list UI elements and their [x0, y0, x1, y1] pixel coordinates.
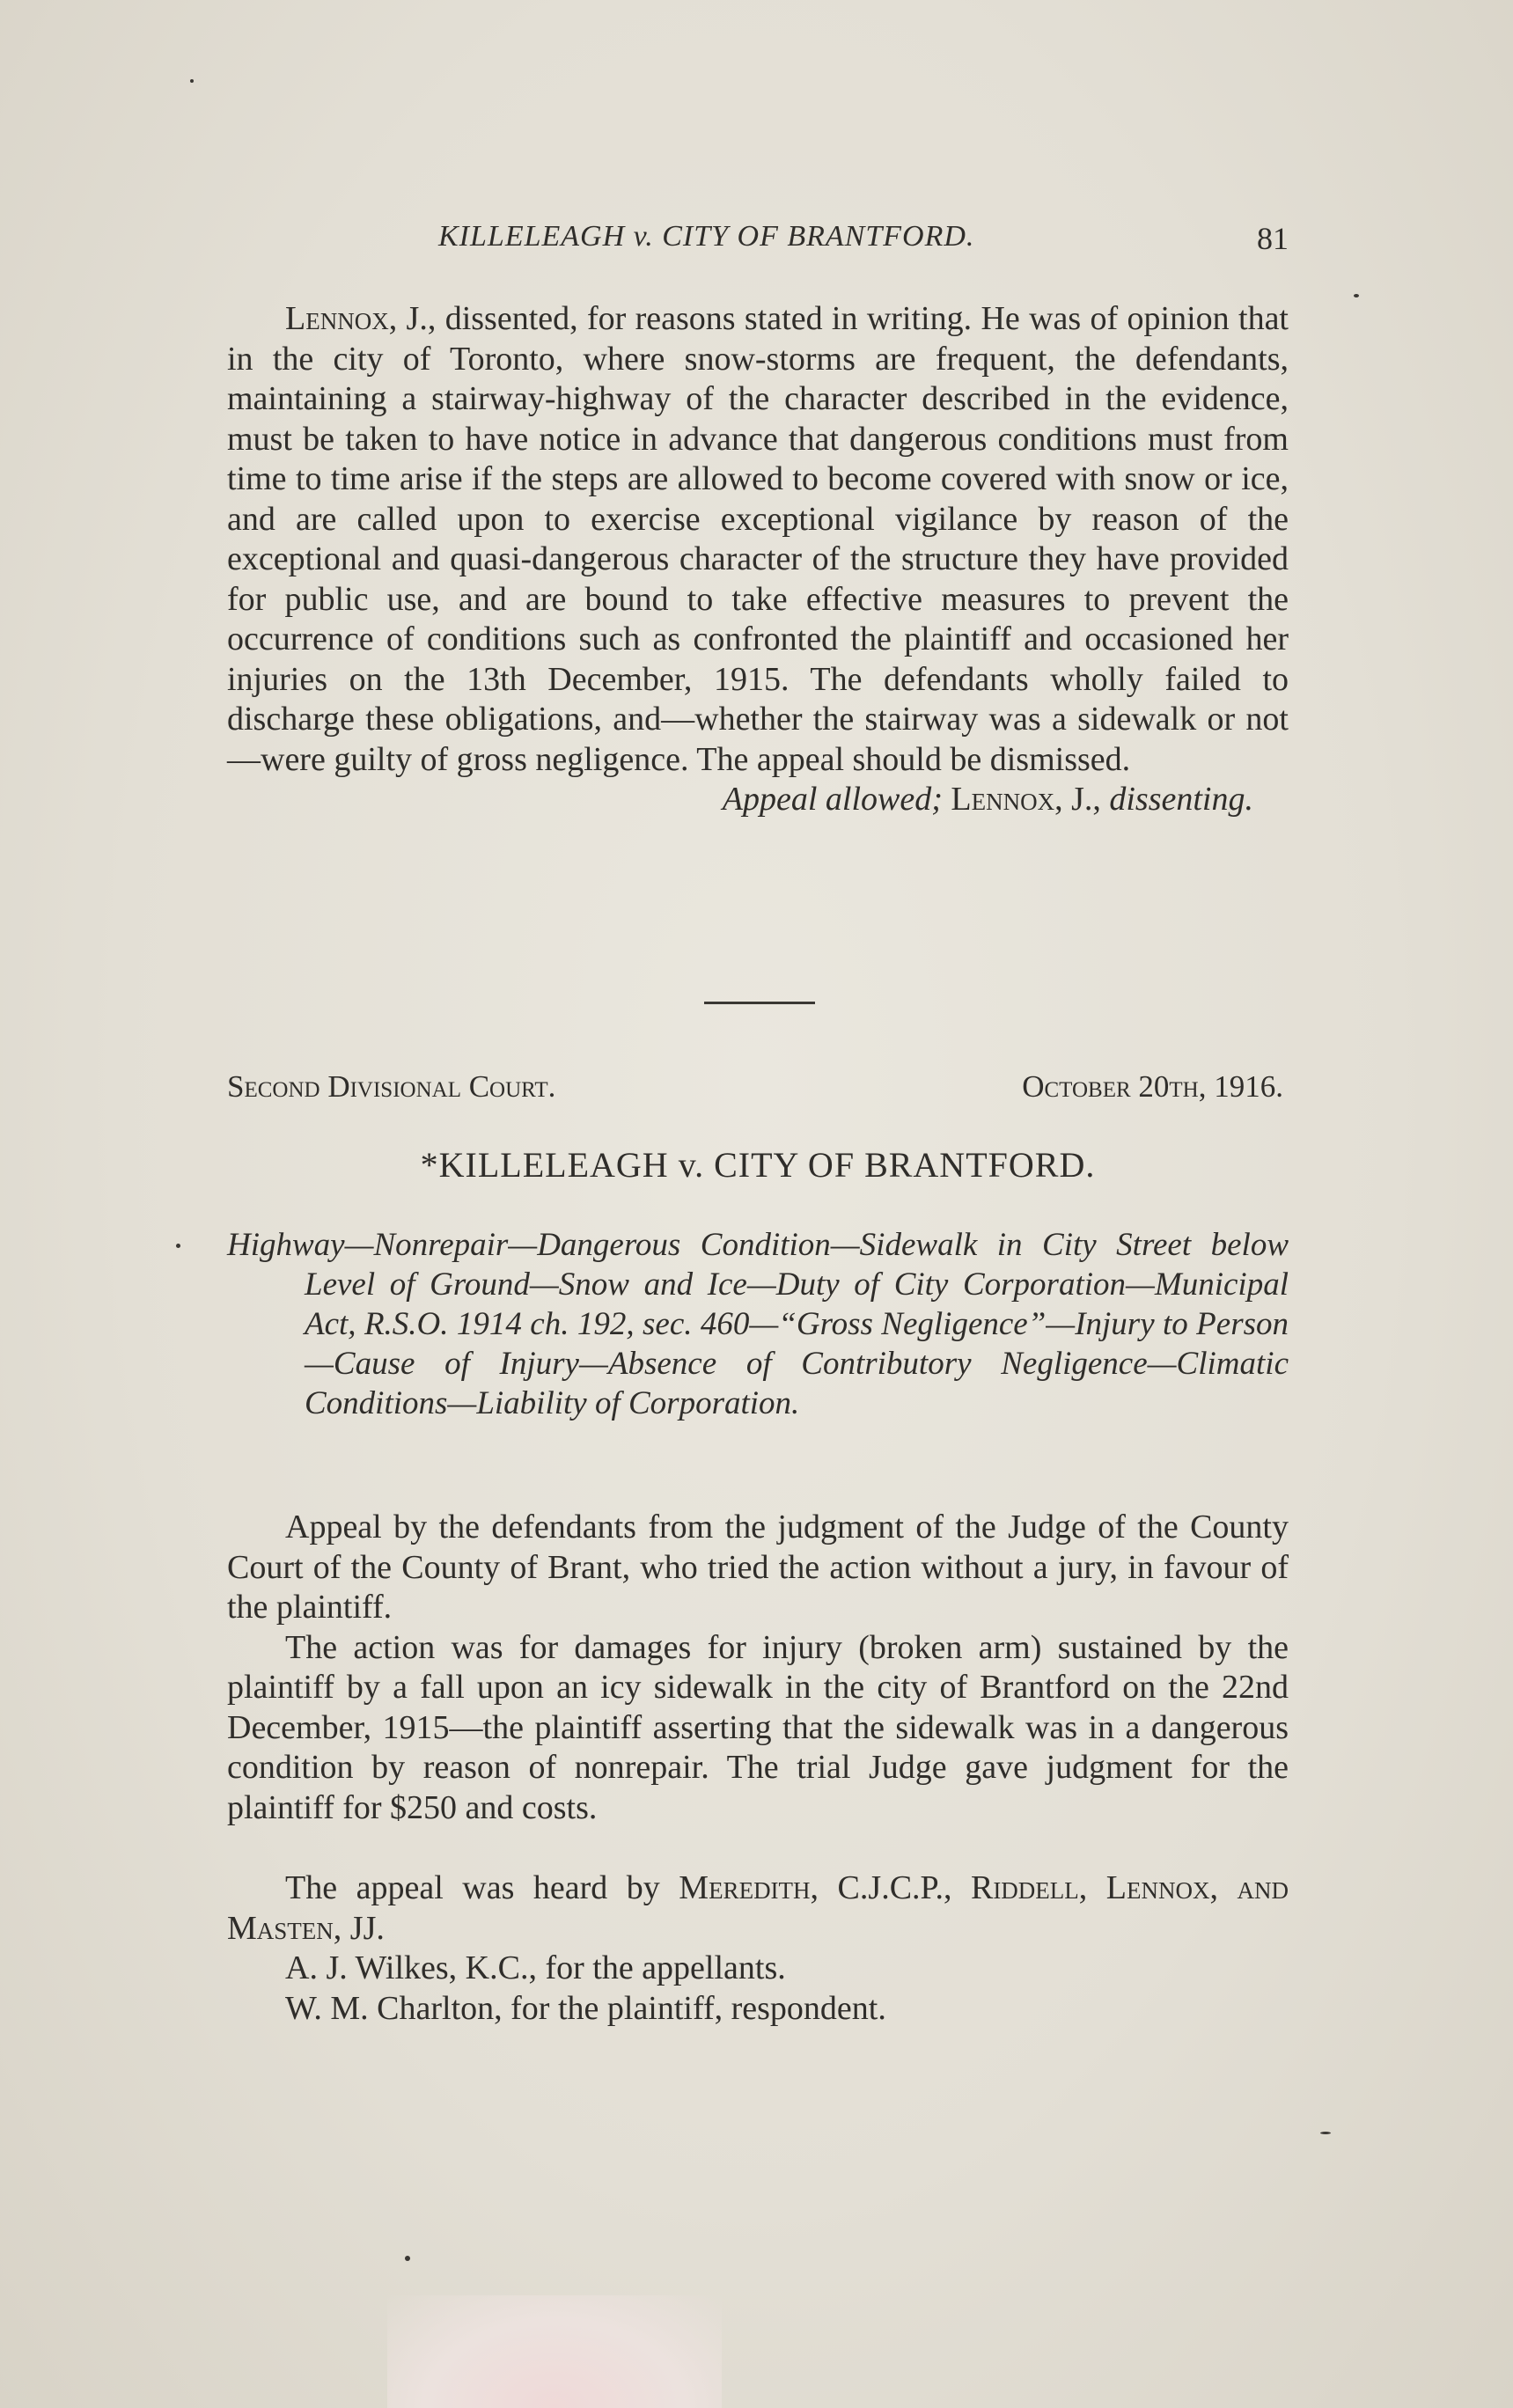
page-speck [176, 1244, 180, 1248]
page-speck [190, 79, 194, 83]
case-body [227, 1508, 1289, 2029]
dissent-section [227, 299, 1289, 820]
running-title: KILLELEAGH v. CITY OF BRANTFORD. [438, 220, 975, 253]
disposition-judge: Lennox [951, 781, 1055, 818]
heard-prefix: The appeal was heard by [285, 1869, 679, 1906]
dissent-paragraph [227, 299, 1289, 780]
counsel-appellants: A. J. Wilkes, K.C., for the appellants. [285, 1949, 786, 1986]
dissent-text: , J., dissented, for reasons stated in writing. He was of opinion that in the city of Toronto, where snow-storms are frequent, the defendants, maintaining a stairway-highway of the character described in the evidence, must be taken to have notice in advance that dangerous conditions must from time to time arise if the steps are allowed to become covered with snow or ice, and are called upon to exercise exceptional vigilance by reason of the exceptional and quasi-dangerous character of the structure they have provided for public use, and are bound to take effective measures to prevent the occurrence of conditions such as confronted the plaintiff and occasioned her injuries on the 13th December, 1915. The defendants wholly failed to discharge these obligations, and—whether the stairway was a sidewalk or not—were guilty of gross negligence. The appeal should be dismissed. [227, 300, 1289, 778]
dissent-judge: Lennox [285, 300, 389, 337]
page-number: 81 [1257, 221, 1289, 256]
section-divider [704, 1002, 815, 1004]
headnote [227, 1225, 1289, 1423]
page-speck [1320, 2132, 1331, 2134]
paragraph-gap [227, 1828, 1289, 1868]
paper-stain [387, 2295, 722, 2408]
disposition-dissenting: dissenting. [1109, 781, 1253, 818]
body-paragraph-bench [227, 1868, 1289, 1949]
page-speck [1354, 294, 1359, 297]
court-line [227, 1069, 1289, 1113]
decision-date: October 20th, 1916. [1022, 1069, 1283, 1104]
headnote-text: Highway—Nonrepair—Dangerous Condition—Sidewalk in City Street below Level of Ground—Snow and Ice—Duty of City Corporation—Municipal Act, R.S.O. 1914 ch. 192, sec. 460—“Gross Negligence”—Injury to Person—Cause of Injury—Absence of Contributory Negligence—Climatic Conditions—Liability of Corporation. [227, 1227, 1289, 1421]
disposition-judge-suffix: , J., [1054, 781, 1101, 818]
disposition [227, 780, 1289, 820]
body-paragraph-action: The action was for damages for injury (broken arm) sustained by the plaintiff by a fall upon an icy sidewalk in the city of Brantford on the 22nd December, 1915—the plaintiff asserting that the sidewalk was in a dangerous condition by reason of nonrepair. The trial Judge gave judgment for the plaintiff for $250 and costs. [227, 1628, 1289, 1826]
body-paragraph-appeal: Appeal by the defendants from the judgment of the Judge of the County Court of the County of Brant, who tried the action without a jury, in favour of the plaintiff. [227, 1509, 1289, 1626]
disposition-appeal: Appeal allowed; [722, 781, 943, 818]
bench-judges: Meredith, C.J.C.P., Riddell, Lennox, and Masten, JJ. [227, 1869, 1289, 1947]
court-name: Second Divisional Court. [227, 1069, 556, 1104]
counsel-respondent: W. M. Charlton, for the plaintiff, respondent. [285, 1989, 886, 2027]
running-header [227, 220, 1289, 264]
case-title: *KILLELEAGH v. CITY OF BRANTFORD. [420, 1145, 1096, 1185]
page-speck [405, 2256, 410, 2261]
